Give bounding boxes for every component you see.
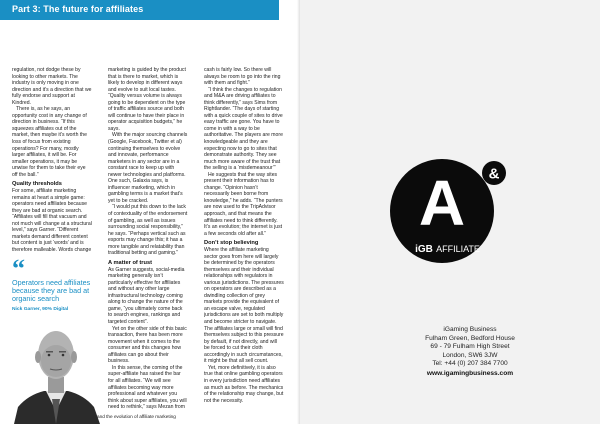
article-paragraph: He suggests that the way sites present their information has to change. “Opinion hasn’t necessarily been borne from knowledge,” he adds. “The punters are now used to the TripAdvisor approach, and that means the affiliates need to think differently. It’s an evolution; the internet is just a few seconds old after all.”: [204, 171, 283, 237]
logo-brand-main: iGB: [415, 244, 433, 255]
article-paragraph: cash is fairly low. So there will always be room to go into the ring with them and fight.”: [204, 67, 281, 87]
section-title: Part 3: The future for affiliates: [12, 4, 144, 14]
right-page: [300, 0, 600, 424]
article-paragraph: “I think the changes to regulation and M&A are driving affiliates to think differently,” says Sims from Rightlander. “The days of starting with a quick couple of sites to drive easy traffic are gone. You have to come in with a way to be authoritative. The players are more knowledgeable and they are expecting now to go to sites that demonstrate authority. They see much more aware of the trust that the selling is a ‘misdemeanour’”: [204, 86, 283, 172]
portrait-illustration: [8, 315, 104, 424]
article-paragraph: For some, affiliate marketing remains at heart a simple game: operators need affiliates because they are bad at organic search. “Affiliates will fill that vacuum and not much will change at a structural level,” says Garner. “Different markets demand different content but content is just ‘words’ and is therefore malleable. Words change: [12, 188, 92, 253]
contact-company: iGaming Business: [443, 326, 497, 333]
photo-caption: and the evolution of affiliate marketing: [97, 414, 176, 419]
contact-block: [380, 326, 560, 378]
logo-mark: [386, 153, 516, 283]
logo-letter: A: [418, 167, 466, 239]
article-paragraph: Yet on the other side of this basic transaction, there has been more movement when it comes to the consumer and this changes how affiliates can go about their business.: [108, 325, 187, 365]
contact-address-line-3: London, SW6 3JW: [442, 351, 498, 359]
article-paragraph: marketing is guided by the product that is there to market, which is likely to develop in different ways and evolve to suit local tastes. “Quality versus volume is always going to be dependent on the type of traffic affiliates source and both will continue to have their place in operator acquisition budgets,” he says.: [108, 67, 186, 132]
article-column-2: [108, 67, 188, 411]
contact-address-line-1: Fulham Green, Bedford House: [425, 334, 515, 342]
section-header-bar: [0, 0, 279, 20]
igb-affiliate-logo: [386, 153, 516, 288]
article-subheading: A matter of trust: [108, 259, 153, 266]
article-paragraph: Where the affiliate marketing sector goes from here will largely be determined by the operators themselves and their individual relationships with regulators in various jurisdictions. The pressures on operators are described as a dwindling collection of grey markets provide the equivalent of an escape valve, regulated jurisdictions are set to both multiply and become stricter to navigate. The affiliates large or small will find themselves subject to this pressure by default, if not directly, and will be forced to cut their cloth accordingly in such circumstances, it might be that all sell count.: [204, 247, 284, 365]
article-paragraph: regulation, not dodge these by looking to other markets. The industry is only moving in one direction and it’s a direction that we fully endorse and support at Kindred.: [12, 67, 92, 106]
logo-ampersand: &: [488, 165, 500, 183]
logo-brand-sub: AFFILIATE: [436, 244, 480, 254]
article-column-3: [204, 67, 284, 404]
article-paragraph: “I would put this down to the lack of contextuality of the endorsement of gambling, as well as issues surrounding social responsibility,” he says. “Perhaps vertical such as esports may change this; it has a more tangible and relatability than traditional betting and gaming.”: [108, 204, 188, 257]
article-column-1: [12, 67, 92, 253]
article-paragraph: With the major sourcing channels (Google, Facebook, Twitter et al) continuing themselves to evolve and innovate, performance marketers in any sector are in a constant race to keep up with newer technologies and platforms. One such, Galaxia says, is influencer marketing, which in gambling terms is a market that’s yet to be cracked.: [108, 132, 188, 204]
contact-phone: Tel: +44 (0) 207 384 7700: [432, 360, 508, 367]
article-paragraph: In this sense, the coming of the super-affiliate has raised the bar for all affiliates. “We will see affiliates becoming way more professional and whatever you think about super affiliates, you will need to rethink,” says Mezan from: [108, 364, 187, 411]
article-paragraph: Yet, more definitively, it is also true that online gambling operators in every jurisdiction need affiliates as much as before. The mechanics of the relationship may change, but not the necessity.: [204, 364, 284, 404]
article-paragraph: As Garner suggests, social-media marketing generally isn’t particularly effective for affiliates and without any other large infrastructural technology coming along to change the nature of the game, “you ultimately come back to search engines, rankings and targeted content”.: [108, 266, 185, 326]
article-paragraph: There is, as he says, an opportunity cost in any change of direction in business. “If this squeezes affiliates out of the market, then maybe it’s worth the loss of focus from existing operations? For many, mostly larger affiliates, it will be. For smaller operations, it may be unwise for them to take their eye off the ball.”: [12, 106, 87, 178]
pull-quote-author: Nick Garner, 90% Digital: [12, 307, 69, 312]
quote-mark-icon: “: [12, 254, 25, 283]
contact-address-line-2: 69 - 79 Fulham High Street: [430, 343, 510, 350]
contact-website-link[interactable]: www.igamingbusiness.com: [426, 369, 514, 377]
article-subheading: Quality thresholds: [12, 181, 62, 188]
article-subheading: Don’t stop believing: [204, 240, 259, 247]
portrait-photo: [8, 315, 104, 424]
pull-quote-text: Operators need affiliates because they are bad at organic search: [12, 278, 91, 304]
